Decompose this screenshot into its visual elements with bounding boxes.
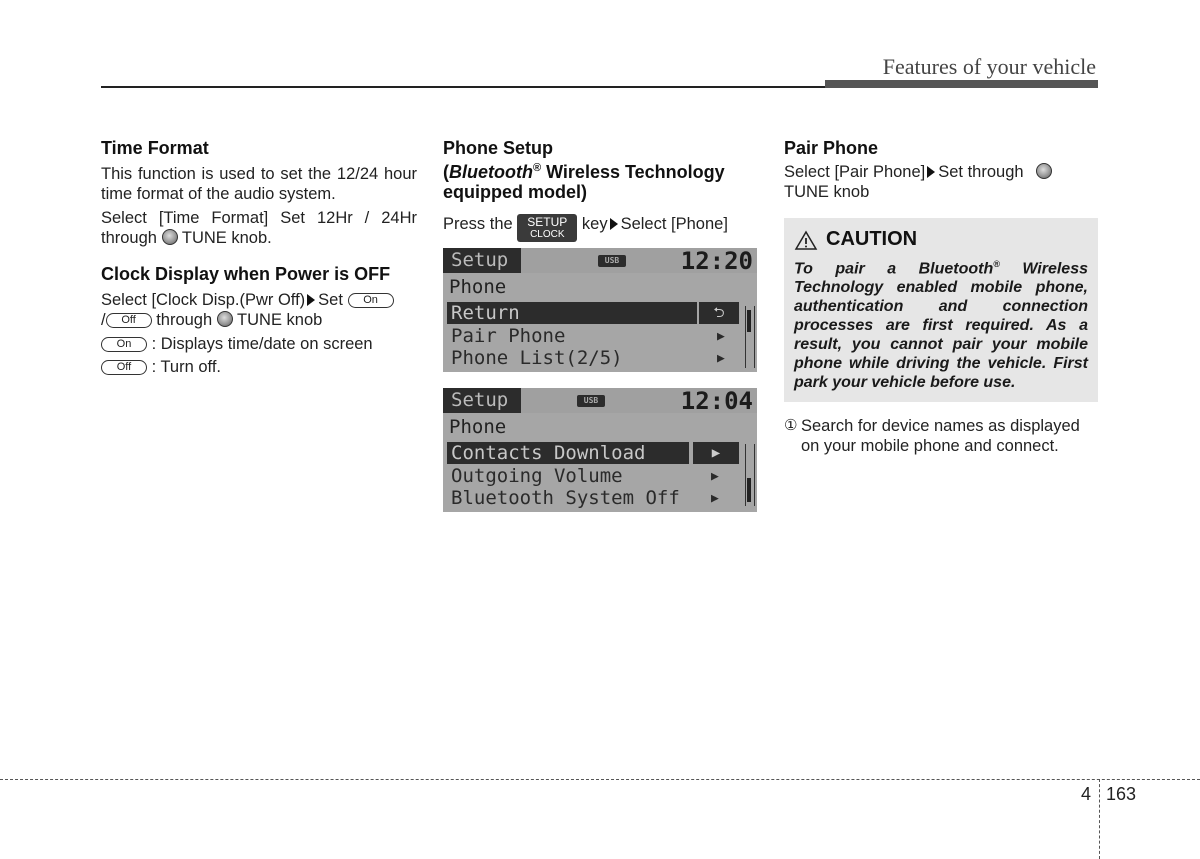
menu-item-return: Return: [447, 302, 697, 324]
scrollbar: [745, 444, 755, 506]
menu-item-contacts-download: Contacts Download: [447, 442, 689, 464]
screen-title: Phone: [449, 416, 507, 438]
caution-title: CAUTION: [794, 228, 1088, 251]
off-button-icon: Off: [106, 313, 152, 328]
column-middle: [443, 138, 758, 512]
usb-icon: USB: [598, 255, 626, 267]
chevron-right-icon: ▶: [711, 469, 719, 484]
arrow-right-icon: [927, 166, 935, 178]
chevron-right-icon: ▶: [717, 329, 725, 344]
pair-phone-instruction: Select [Pair Phone] Set through TUNE knob: [784, 162, 1098, 202]
arrow-right-icon: [307, 294, 315, 306]
caution-text: To pair a Bluetooth® Wireless Technology enabled mobile phone, authentication and connection processes are first required. As a result, you cannot pair your mobile phone while driving the vehicle. First park your vehicle before use.: [794, 259, 1088, 392]
on-button-icon: On: [348, 293, 394, 308]
menu-item-outgoing-volume: Outgoing Volume: [451, 465, 623, 487]
setup-clock-key-icon: SETUP CLOCK: [517, 214, 577, 242]
tune-knob-icon: [217, 311, 233, 327]
screen-clock: 12:04: [680, 388, 753, 415]
menu-item-bluetooth-system-off: Bluetooth System Off: [451, 487, 680, 509]
screen-tab: Setup: [443, 388, 521, 413]
usb-icon: USB: [577, 395, 605, 407]
running-header: Features of your vehicle: [882, 54, 1096, 79]
time-format-heading: Time Format: [101, 138, 209, 158]
scrollbar: [745, 306, 755, 368]
column-left: [101, 138, 417, 377]
chevron-right-icon: ▶: [711, 491, 719, 506]
clock-display-instruction: Select [Clock Disp.(Pwr Off) Set On / Off through TUNE knob: [101, 290, 417, 330]
display-screen-phone-1: [443, 248, 757, 372]
menu-item-pair-phone: Pair Phone: [451, 325, 566, 347]
pair-phone-heading: Pair Phone: [784, 138, 879, 158]
return-icon: ⮌: [699, 302, 739, 324]
footer-vertical-divider: [1099, 779, 1100, 859]
screen-title: Phone: [449, 276, 507, 298]
chapter-number: 4: [1081, 784, 1092, 804]
header-rule: [101, 86, 825, 88]
header-rule-accent: [825, 80, 1098, 88]
arrow-right-icon: [610, 218, 618, 230]
caution-box: [784, 218, 1098, 402]
on-button-icon: On: [101, 337, 147, 352]
display-screen-phone-2: [443, 388, 757, 512]
warning-triangle-icon: [794, 230, 818, 250]
footer-divider: [0, 779, 1200, 780]
tune-knob-icon: [1036, 163, 1052, 179]
column-right: [784, 138, 1098, 456]
page-number: 163: [1106, 784, 1137, 804]
off-option-desc: Off : Turn off.: [101, 357, 417, 377]
on-option-desc: On : Displays time/date on screen: [101, 334, 417, 354]
press-setup-instruction: Press the SETUP CLOCK key Select [Phone]: [443, 215, 728, 240]
off-button-icon: Off: [101, 360, 147, 375]
screen-clock: 12:20: [680, 248, 753, 275]
note-marker-icon: ①: [784, 417, 798, 435]
tune-knob-icon: [162, 229, 178, 245]
phone-setup-heading: Phone Setup (Bluetooth® Wireless Technology equipped model): [443, 138, 725, 202]
time-format-instruction: Select [Time Format] Set 12Hr / 24Hr through TUNE knob.: [101, 209, 417, 247]
menu-item-phone-list: Phone List(2/5): [451, 347, 623, 369]
clock-display-heading: Clock Display when Power is OFF: [101, 264, 391, 284]
pair-phone-note: ① Search for device names as displayed on your mobile phone and connect.: [784, 417, 1080, 456]
chevron-right-icon: ▶: [693, 442, 739, 464]
chevron-right-icon: ▶: [717, 351, 725, 366]
screen-tab: Setup: [443, 248, 521, 273]
time-format-body: This function is used to set the 12/24 hour time format of the audio system.: [101, 165, 417, 203]
